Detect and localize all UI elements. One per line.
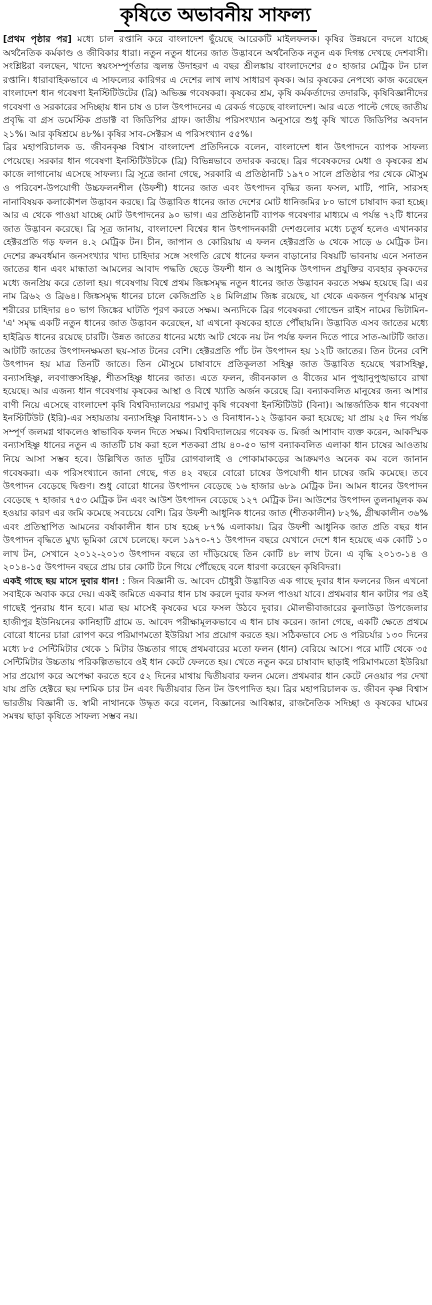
paragraph-text: মধ্যে চাল রপ্তানি করে বাংলাদেশ ছুঁয়েছে আরেকটি মাইলফলক। কৃষির উন্নয়নে বদলে যাচ্ছে অর্থনৈতিক কর্মকাণ্ড ও জীবিকার ধারা। নতুন নতুন ধানের জাত উদ্ভাবনে অর্থনৈতিক নতুন এক দিগন্ত দেখছে দেশবাসী। সংশ্লিষ্টরা বলছেন, খাদ্যে স্বয়ংসম্পূর্ণতার জ্বলন্ত উদাহরণ এ বছর শ্রীলঙ্কায় বাংলাদেশের ৫০ হাজার মেট্রিক টন চাল রপ্তানি। ধারাবাহিকভাবে এ সাফল্যের কারিগর এ দেশের লাখ লাখ সাধারণ কৃষক। আর কৃষকের নেপথ্যে কাজ করেছেন বাংলাদেশ ধান গবেষণা ইনস্টিটিউটের (ব্রি) অভিজ্ঞ গবেষকরা। কৃষকের শ্রম, কৃষি কর্মকর্তাদের তদারকি, কৃষিবিজ্ঞানীদের গবেষণা ও সরকারের সদিচ্ছায় ধান চাষ ও চাল উৎপাদনের এ রেকর্ড গড়েছে বাংলাদেশ। আর এতে পাল্টে গেছে জাতীয় প্রবৃদ্ধি বা গ্রস ডমেস্টিক প্রডাক্ট বা জিডিপির গ্রাফ। জাতীয় পরিসংখ্যান অনুসারে শুধু কৃষি খাতে জিডিপির অবদান ২১%। আর কৃষিশ্রমে ৪৮%। কৃষির সাব-সেক্টরস এ পরিসংখ্যান ৫৫%। — [3, 35, 428, 140]
subheading: একই গাছে ছয় মাসে দুবার ধান! — [3, 576, 119, 587]
article-paragraph-2 — [3, 142, 428, 576]
headline-block — [3, 0, 428, 34]
article-paragraph-3 — [3, 576, 428, 725]
paragraph-text: : জিন বিজ্ঞানী ড. আবেদ চৌধুরী উদ্ভাবিত এক গাছে দুবার ধান ফলনের জিন এখনো সবাইকে অবাক করে দেয়। একই জমিতে একবার ধান চাষ করলে দুবার ফসল পাওয়া যাবে। প্রথমবার ধান কাটার পর ওই গাছেই পুনরায় ধান হবে। মাত্র ছয় মাসেই কৃষকের ঘরে ফসল উঠবে দুবার। মৌলভীবাজারের কুলাউড়া উপজেলার হাজীপুর ইউনিয়নের কানিহাটি গ্রামে ড. আবেদ পরীক্ষামূলকভাবে এ ধান চাষ করেন। জানা গেছে, একটি ক্ষেতে প্রথমে বোরো ধানের চারা রোপণ করে পরিমাণমতো ইউরিয়া সার প্রয়োগ করতে হয়। সঠিকভাবে সেচ ও পরিচর্যার ১৩০ দিনের মধ্যে ৮৫ সেন্টিমিটার থেকে ১ মিটার উচ্চতার গাছে প্রথমবারের মতো ফলন (ধান) বেরিয়ে আসে। পরে মাটি থেকে ৩৫ সেন্টিমিটার উচ্চতায় পরিকল্পিতভাবে ওই ধান কেটে ফেলতে হয়। খেতে নতুন করে চাষাবাদ ছাড়াই পরিমাণমতো ইউরিয়া সার প্রয়োগ করে অপেক্ষা করতে হবে ৫২ দিনের মাথায় দ্বিতীয়বার ফলন মেলে। প্রথমবার ধান কেটে নেওয়ার পর দেখা যায় প্রতি হেক্টরে ছয় দশমিক চার টন এবং দ্বিতীয়বার তিন টন উৎপাদিত হয়। ব্রির মহাপরিচালক ড. জীবন কৃষ্ণ বিশ্বাস ভারতীয় বিজ্ঞানী ড. স্বামী নাথানকে উদ্ধৃত করে বলেন, বিজ্ঞানের আবিষ্কার, রাজনৈতিক সদিচ্ছা ও কৃষকের ঘামের সমন্বয় ছাড়া কৃষিতে সাফল্য সম্ভব নয়। — [3, 576, 428, 723]
headline: কৃষিতে অভাবনীয় সাফল্য — [114, 2, 317, 32]
article-paragraph-1 — [3, 34, 428, 142]
paragraph-text: ব্রির মহাপরিচালক ড. জীবনকৃষ্ণ বিশ্বাস বাংলাদেশ প্রতিদিনকে বলেন, বাংলাদেশ ধান উৎপাদনে ব্যাপক সাফল্য পেয়েছে। সরকার ধান গবেষণা ইনস্টিটিউটকে (ব্রি) বিভিন্নভাবে তদারক করছে। ব্রির গবেষকদের মেধা ও কৃষকের শ্রম কাজে লাগানোয় এসেছে সাফল্য। ব্রি সূত্রে জানা গেছে, সরকারি এ প্রতিষ্ঠানটি ১৯৭০ সালে প্রতিষ্ঠার পর থেকে মৌসুম ও পরিবেশ-উপযোগী উচ্চফলনশীল (উফশী) ধানের জাত এবং উৎপাদন বৃদ্ধির জন্য ফসল, মাটি, পানি, সারসহ নানাবিষয়ক কলাকৌশল উদ্ভাবন করছে। ব্রি উদ্ভাবিত ধানের জাত দেশের মোট ধানিজমির ৮০ ভাগে চাষাবাদ করা হচ্ছে। আর এ থেকে পাওয়া যাচ্ছে মোট উৎপাদনের ৯০ ভাগ। এর প্রতিষ্ঠানটি ব্যাপক গবেষণার মাধ্যমে এ পর্যন্ত ৭২টি ধানের জাত উদ্ভাবন করেছে। ব্রি সূত্র জানায়, বাংলাদেশ বিশ্বের ধান উৎপাদনকারী দেশগুলোর মধ্যে চতুর্থ হলেও এখানকার হেক্টরপ্রতি গড় ফলন ৪.২ মেট্রিক টন। চীন, জাপান ও কোরিয়ায় এ ফলন হেক্টরপ্রতি ৬ থেকে সাড়ে ৬ মেট্রিক টন। দেশের ক্রমবর্ধমান জনসংখ্যার খাদ্য চাহিদার সঙ্গে সংগতি রেখে ধানের ফলন বাড়ানোর বিষয়টি ভাবনায় এনে সনাতন জাতের ধান এবং মান্ধাতা আমলের আবাদ পদ্ধতি ছেড়ে উফশী ধান ও আধুনিক উৎপাদন প্রযুক্তির ব্যবহার কৃষকদের মধ্যে জনপ্রিয় করে তোলা হয়। গবেষণায় বিশ্বে প্রথম জিঙ্কসমৃদ্ধ নতুন ধানের জাত উদ্ভাবন করতে সক্ষম হয়েছে ব্রি। এর নাম ব্রি৬২ ও ব্রি৬৪। জিঙ্কসমৃদ্ধ ধানের চালে কেজিপ্রতি ২৪ মিলিগ্রাম জিঙ্ক রয়েছে, যা থেকে একজন পূর্ণবয়স্ক মানুষ শরীরের চাহিদার ৪০ ভাগ জিঙ্কের ঘাটতি পূরণ করতে সক্ষম। অন্যদিকে ব্রির গবেষকরা গোল্ডেন রাইস নামের ভিটামিন-'এ' সমৃদ্ধ একটি নতুন ধানের জাত উদ্ভাবন করেছেন, যা এখনো কৃষকের হাতে পৌঁছায়নি। উদ্ভাবিত এসব জাতের মধ্যে হাইব্রিড ধানের রয়েছে চারটি। উন্নত জাতের ধানের মধ্যে আট থেকে নয় টন পর্যন্ত ফলন দিতে পারে সাত-আটটি জাত। আটটি জাতের উৎপাদনক্ষমতা ছয়-সাত টনের বেশি। হেক্টরপ্রতি পাঁচ টন উৎপাদন হয় ১২টি জাতের। তিন টনের বেশি উৎপাদন হয় মাত্র তিনটি জাতে। তিন মৌসুমে চাষাবাদে প্রতিকূলতা সহিষ্ণু জাত উদ্ভাবিত হয়েছে খরাসহিষ্ণু, বন্যাসহিষ্ণু, লবণাক্তসহিষ্ণু, শীতসহিষ্ণু ধানের জাত। এতে ফলন, জীবনকাল ও বীজের মান পুঙ্খানুপুঙ্খভাবে রাখা হয়েছে। আর এজন্য ধান গবেষণায় কৃষকের আস্থা ও বিশ্বে খ্যাতি অর্জন করেছে ব্রি। বন্যাকবলিত মানুষের জন্য আশার বাণী নিয়ে এসেছে বাংলাদেশ কৃষি বিশ্ববিদ্যালয়ের পরমাণু কৃষি গবেষণা ইনস্টিটিউট (বিনা)। আন্তর্জাতিক ধান গবেষণা ইনস্টিটিউট (ইরি)-এর সহায়তায় বন্যাসহিষ্ণু বিনাধান-১১ ও বিনাধান-১২ উদ্ভাবন করা হয়েছে; যা প্রায় ২৫ দিন পর্যন্ত সম্পূর্ণ জলমগ্ন থাকলেও স্বাভাবিক ফলন দিতে সক্ষম। বিশ্ববিদ্যালয়ের গবেষক ড. মির্জা আশাবাদ ব্যক্ত করেন, আকস্মিক বন্যাসহিষ্ণু ধানের নতুন এ জাতটি চাষ করা হলে শতকরা প্রায় ৪০-৫০ ভাগ বন্যাকবলিত এলাকা ধান চাষের আওতায় নিয়ে আসা সম্ভব হবে। উল্লিখিত জাত দুটির রোগবালাই ও পোকামাকড়ের আক্রমণও অনেক কম বলে জানান গবেষকরা। এক পরিসংখ্যানে জানা গেছে, গত ৪২ বছরে বোরো চাষের উপযোগী ধান চাষের জমি কমেছে। তবে উৎপাদন বেড়েছে দ্বিগুণ। শুধু বোরো ধানের উৎপাদন বেড়েছে ১৬ হাজার ৬৮৯ মেট্রিক টন। আমন ধানের উৎপাদন বেড়েছে ৭ হাজার ৭৫৩ মেট্রিক টন এবং আউশ উৎপাদন বেড়েছে ১২৭ মেট্রিক টন। আউশের উৎপাদন তুলনামূলক কম হওয়ার কারণ এর জমি কমেছে সবচেয়ে বেশি। ব্রির উফশী আধুনিক ধানের জাত (শীতকালীন) ৮২%, গ্রীষ্মকালীন ৩৬% এবং প্রতিস্থাপিত আমনের বর্ষাকালীন ধান চাষ হচ্ছে ৮৭% এলাকায়। ব্রির উফশী আধুনিক জাত প্রতি বছর ধান উৎপাদন বৃদ্ধিতে মুখ্য ভূমিকা রেখে চলেছে। ফলে ১৯৭০-৭১ উৎপাদন বছরে যেখানে দেশে ধান হয়েছে এক কোটি ১০ লাখ টন, সেখানে ২০১২-২০১৩ উৎপাদন বছরে তা দাঁড়িয়েছে তিন কোটি ৪৮ লাখ টনে। এ বৃদ্ধি ২০১৩-১৪ ও ২০১৪-১৫ উৎপাদন বছরে প্রায় চার কোটি টনে গিয়ে পৌঁছেছে বলে ধারণা করেছেন কৃষিবিদরা। — [3, 143, 428, 574]
article-body — [3, 34, 428, 725]
continued-from-front-page-marker: [প্রথম পৃষ্ঠার পর] — [3, 35, 72, 45]
